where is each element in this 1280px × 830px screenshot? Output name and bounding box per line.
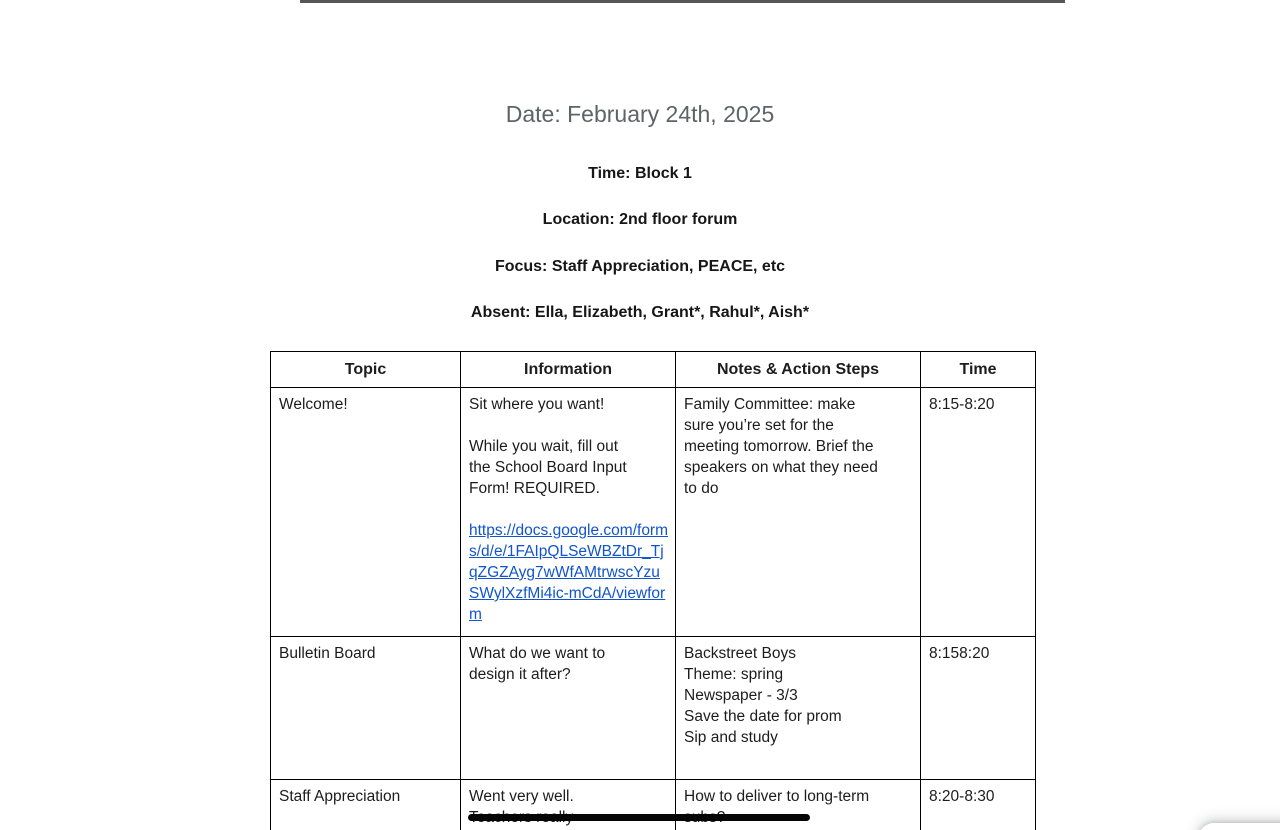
doc-focus-heading: Focus: Staff Appreciation, PEACE, etc bbox=[494, 258, 786, 275]
time-text: 8:20-8:30 bbox=[929, 788, 995, 805]
cell-notes: Family Committee: make sure you’re set for the meeting tomorrow. Brief the speakers on what they need to do bbox=[676, 388, 921, 637]
doc-location-heading: Location: 2nd floor forum bbox=[542, 211, 738, 228]
topic-text: Staff Appreciation bbox=[279, 788, 401, 805]
cell-notes: Backstreet Boys Theme: spring Newspaper - 3/3 Save the date for prom Sip and study bbox=[676, 637, 921, 780]
cell-information bbox=[461, 388, 676, 637]
table-row bbox=[271, 637, 1036, 780]
cell-topic bbox=[271, 637, 461, 780]
time-text: 8:15-8:20 bbox=[929, 396, 995, 413]
table-header-row bbox=[271, 352, 1036, 388]
time-text: 8:158:20 bbox=[929, 645, 990, 662]
topic-text: Bulletin Board bbox=[279, 645, 376, 662]
cell-topic bbox=[271, 780, 461, 830]
cell-time bbox=[921, 780, 1036, 830]
column-header-topic: Topic bbox=[271, 352, 461, 388]
table-row bbox=[271, 388, 1036, 637]
agenda-table-container bbox=[270, 351, 1036, 830]
column-header-information: Information bbox=[461, 352, 676, 388]
doc-date-heading: Date: February 24th, 2025 bbox=[505, 101, 775, 127]
topic-text: Welcome! bbox=[279, 396, 348, 413]
cell-information: What do we want to design it after? bbox=[461, 637, 676, 780]
google-form-link[interactable]: https://docs.google.com/forms/d/e/1FAIpQLSeWBZtDr_TjqZGZAyg7wWfAMtrwscYzuSWylXzfMi4ic-mCdA/viewform bbox=[469, 522, 669, 623]
marker-strikethrough-annotation bbox=[468, 814, 810, 821]
cell-notes: How to deliver to long-term bbox=[676, 780, 921, 830]
doc-time-heading: Time: Block 1 bbox=[588, 165, 692, 182]
info-paragraph: Sit where you want! bbox=[469, 396, 605, 413]
cell-time bbox=[921, 388, 1036, 637]
floating-corner-button[interactable] bbox=[1198, 823, 1280, 830]
agenda-table bbox=[270, 351, 1036, 830]
table-row bbox=[271, 780, 1036, 830]
info-paragraph: While you wait, fill out the School Board Input Form! REQUIRED. bbox=[469, 438, 627, 497]
cell-topic bbox=[271, 388, 461, 637]
cell-information: Went very well. bbox=[461, 780, 676, 830]
doc-absent-heading: Absent: Ella, Elizabeth, Grant*, Rahul*, Aish* bbox=[470, 304, 810, 321]
page-top-rule bbox=[300, 0, 1065, 3]
column-header-notes: Notes & Action Steps bbox=[676, 352, 921, 388]
cell-time bbox=[921, 637, 1036, 780]
column-header-time: Time bbox=[921, 352, 1036, 388]
